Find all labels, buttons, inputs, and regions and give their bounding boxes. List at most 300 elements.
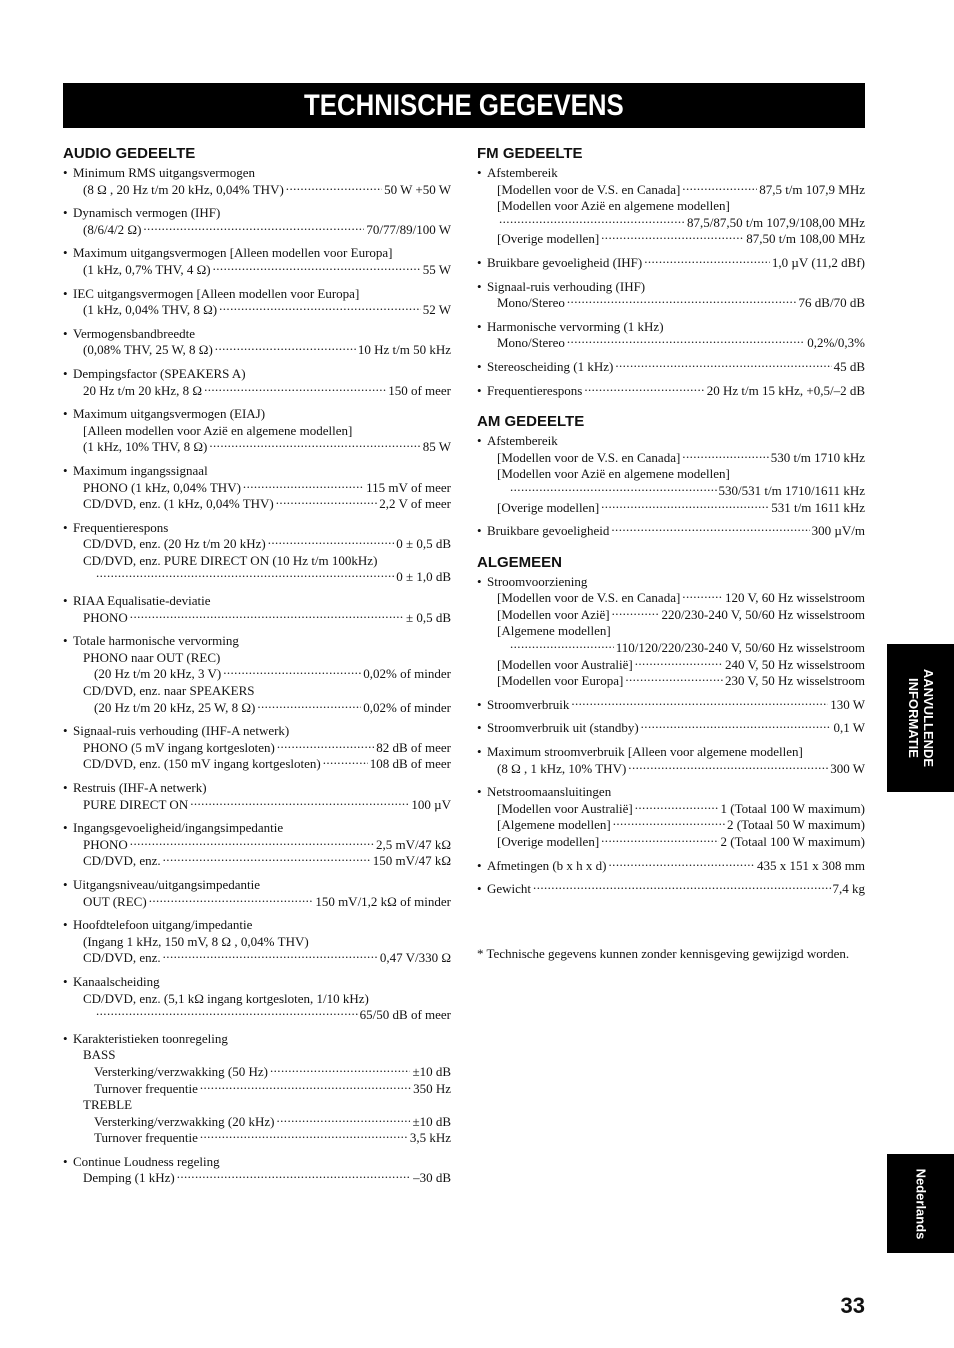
spec-item — [63, 877, 451, 910]
spec-line — [477, 335, 865, 352]
spec-list — [63, 165, 451, 1187]
spec-label: • Maximum uitgangsvermogen (EIAJ) — [73, 406, 266, 422]
spec-line — [63, 182, 451, 199]
spec-line — [63, 165, 451, 182]
spec-line — [63, 245, 451, 262]
spec-label: PHONO (5 mV ingang kortgesloten) — [83, 739, 275, 755]
spec-item — [477, 858, 865, 875]
spec-value: 0 ± 0,5 dB — [396, 536, 451, 552]
spec-line — [63, 917, 451, 934]
spec-line — [63, 205, 451, 222]
dot-leader — [268, 536, 395, 548]
spec-value: 85 W — [422, 439, 451, 455]
spec-value: 240 V, 50 Hz wisselstroom — [725, 656, 865, 672]
spec-line — [477, 215, 865, 232]
dot-leader — [601, 231, 744, 243]
dot-leader — [257, 700, 361, 712]
spec-value: 150 mV/47 kΩ — [372, 853, 451, 869]
dot-leader — [533, 881, 830, 893]
spec-label: Mono/Stereo — [497, 295, 565, 311]
spec-label: CD/DVD, enz. — [83, 853, 161, 869]
spec-label: • Maximum stroomverbruik [Alleen voor algemene modellen] — [487, 744, 803, 760]
spec-value: ±10 dB — [412, 1063, 451, 1079]
page-title: TECHNISCHE GEGEVENS — [304, 88, 624, 122]
spec-value: 230 V, 50 Hz wisselstroom — [725, 673, 865, 689]
dot-leader — [601, 500, 769, 512]
spec-line — [477, 500, 865, 517]
spec-line — [63, 1154, 451, 1171]
dot-leader — [615, 359, 831, 371]
spec-value: 87,50 t/m 108,00 MHz — [746, 231, 865, 247]
dot-leader — [682, 182, 757, 194]
spec-line — [63, 894, 451, 911]
spec-line — [477, 858, 865, 875]
spec-line — [63, 553, 451, 570]
spec-label: [Overige modellen] — [497, 499, 600, 515]
dot-leader — [219, 302, 421, 314]
spec-line — [63, 1114, 451, 1131]
spec-label: Demping (1 kHz) — [83, 1170, 175, 1186]
left-column — [63, 145, 451, 1194]
spec-line — [477, 761, 865, 778]
spec-item — [63, 1031, 451, 1147]
spec-line — [63, 286, 451, 303]
dot-leader — [571, 697, 828, 709]
spec-line — [63, 934, 451, 951]
spec-line — [63, 1007, 451, 1024]
dot-leader — [682, 450, 768, 462]
spec-value: 0,02% of minder — [363, 699, 451, 715]
spec-line — [477, 801, 865, 818]
spec-value: 220/230-240 V, 50/60 Hz wisselstroom — [661, 606, 865, 622]
spec-value: 300 µV/m — [811, 523, 865, 539]
spec-label: • Bruikbare gevoeligheid (IHF) — [487, 254, 643, 270]
spec-list — [477, 165, 865, 399]
spec-line — [477, 881, 865, 898]
spec-item — [63, 723, 451, 773]
spec-label: Turnover frequentie — [94, 1080, 198, 1096]
spec-line — [477, 834, 865, 851]
dot-leader — [609, 858, 756, 870]
spec-label: • Dynamisch vermogen (IHF) — [73, 205, 221, 221]
dot-leader — [270, 1064, 410, 1076]
spec-value: 3,5 kHz — [409, 1130, 451, 1146]
dot-leader — [611, 523, 809, 535]
spec-label: • Maximum ingangssignaal — [73, 462, 208, 478]
spec-value: 2,2 V of meer — [379, 496, 451, 512]
spec-value: 0,47 V/330 Ω — [379, 950, 451, 966]
spec-label: • Stroomverbruik — [487, 696, 570, 712]
spec-line — [477, 574, 865, 591]
spec-line — [63, 342, 451, 359]
spec-line — [477, 673, 865, 690]
spec-label: [Modellen voor de V.S. en Canada] — [497, 449, 681, 465]
spec-line — [63, 1031, 451, 1048]
spec-value: 20 Hz t/m 15 kHz, +0,5/–2 dB — [706, 382, 865, 398]
spec-value: 108 dB of meer — [369, 756, 451, 772]
spec-value: 52 W — [422, 302, 451, 318]
spec-label: PHONO (1 kHz, 0,04% THV) — [83, 479, 241, 495]
dot-leader — [286, 182, 382, 194]
spec-value: 1,0 µV (11,2 dBf) — [771, 254, 865, 270]
spec-label: • Karakteristieken toonregeling — [73, 1030, 228, 1046]
spec-value: 435 x 151 x 308 mm — [757, 857, 865, 873]
spec-label: • Uitgangsniveau/uitgangsimpedantie — [73, 876, 261, 892]
dot-leader — [510, 640, 614, 652]
dot-leader — [510, 483, 717, 495]
spec-value: 530 t/m 1710 kHz — [770, 449, 865, 465]
spec-label: (8/6/4/2 Ω) — [83, 221, 142, 237]
spec-item — [477, 744, 865, 777]
spec-item — [477, 720, 865, 737]
title-bar — [63, 83, 865, 128]
spec-line — [477, 255, 865, 272]
spec-label: • Gewicht — [487, 881, 532, 897]
dot-leader — [177, 1170, 411, 1182]
dot-leader — [277, 1114, 411, 1126]
spec-line — [477, 523, 865, 540]
dot-leader — [190, 797, 409, 809]
dot-leader — [613, 817, 725, 829]
spec-line — [63, 756, 451, 773]
spec-label: • Frequentierespons — [487, 382, 583, 398]
right-column — [477, 145, 865, 905]
spec-line — [63, 650, 451, 667]
dot-leader — [130, 610, 404, 622]
spec-list — [477, 433, 865, 540]
page-number: 33 — [840, 1293, 865, 1318]
spec-value: 0 ± 1,0 dB — [396, 569, 451, 585]
spec-label: CD/DVD, enz. PURE DIRECT ON (10 Hz t/m 100kHz) — [83, 552, 378, 568]
spec-label: CD/DVD, enz. (1 kHz, 0,04% THV) — [83, 496, 274, 512]
spec-label: • Afstembereik — [487, 433, 558, 449]
spec-line — [477, 433, 865, 450]
spec-item — [63, 245, 451, 278]
spec-line — [63, 1097, 451, 1114]
section-heading: FM GEDEELTE — [477, 145, 583, 162]
spec-value: 7,4 kg — [832, 881, 865, 897]
spec-item — [63, 406, 451, 456]
spec-line — [63, 974, 451, 991]
spec-value: 87,5 t/m 107,9 MHz — [759, 181, 865, 197]
spec-item — [63, 974, 451, 1024]
spec-line — [63, 496, 451, 513]
spec-line — [477, 640, 865, 657]
spec-line — [63, 991, 451, 1008]
spec-label: Mono/Stereo — [497, 335, 565, 351]
spec-label: • Kanaalscheiding — [73, 973, 160, 989]
spec-label: Versterking/verzwakking (50 Hz) — [94, 1063, 268, 1079]
spec-label: • Signaal-ruis verhouding (IHF-A netwerk) — [73, 723, 290, 739]
spec-list — [477, 574, 865, 898]
spec-line — [63, 683, 451, 700]
spec-value: 50 W +50 W — [384, 181, 451, 197]
spec-label: (20 Hz t/m 20 kHz, 3 V) — [94, 666, 222, 682]
spec-line — [63, 820, 451, 837]
spec-label: • Netstroomaansluitingen — [487, 784, 612, 800]
spec-label: (1 kHz, 0,7% THV, 4 Ω) — [83, 261, 211, 277]
spec-value: 130 W — [830, 696, 865, 712]
spec-label: PURE DIRECT ON — [83, 796, 189, 812]
spec-line — [63, 423, 451, 440]
spec-value: 45 dB — [833, 358, 865, 374]
spec-item — [63, 780, 451, 813]
spec-label: • Harmonische vervorming (1 kHz) — [487, 318, 664, 334]
spec-label: [Algemene modellen] — [497, 817, 611, 833]
spec-label: • Totale harmonische vervorming — [73, 633, 239, 649]
dot-leader — [163, 853, 371, 865]
dot-leader — [276, 496, 378, 508]
spec-value: 115 mV of meer — [366, 479, 451, 495]
spec-line — [63, 406, 451, 423]
spec-label: Turnover frequentie — [94, 1130, 198, 1146]
dot-leader — [96, 1007, 358, 1019]
spec-value: 150 of meer — [388, 382, 451, 398]
spec-line — [477, 784, 865, 801]
section-heading: AUDIO GEDEELTE — [63, 145, 196, 162]
spec-item — [477, 784, 865, 850]
spec-label: [Modellen voor Azië en algemene modellen] — [497, 198, 730, 214]
spec-label: • Frequentierespons — [73, 519, 169, 535]
spec-line — [477, 817, 865, 834]
spec-item — [477, 881, 865, 898]
dot-leader — [641, 720, 832, 732]
spec-value: 76 dB/70 dB — [798, 295, 865, 311]
side-tab-label: INFORMATIE — [905, 678, 921, 758]
spec-line — [477, 590, 865, 607]
spec-item — [63, 633, 451, 716]
spec-label: CD/DVD, enz. (150 mV ingang kortgesloten) — [83, 756, 321, 772]
spec-label: [Modellen voor de V.S. en Canada] — [497, 590, 681, 606]
spec-line — [477, 182, 865, 199]
spec-value: 2 (Totaal 100 W maximum) — [720, 834, 865, 849]
spec-label: • Afmetingen (b x h x d) — [487, 857, 607, 873]
spec-label: 20 Hz t/m 20 kHz, 8 Ω — [83, 382, 203, 398]
spec-label: [Overige modellen] — [497, 231, 600, 247]
side-tab-label: Nederlands — [913, 1168, 928, 1239]
spec-item — [477, 279, 865, 312]
spec-line — [63, 633, 451, 650]
spec-item — [63, 286, 451, 319]
spec-line — [63, 700, 451, 717]
dot-leader — [163, 950, 378, 962]
spec-line — [63, 326, 451, 343]
spec-value: 531 t/m 1611 kHz — [771, 499, 865, 515]
spec-line — [63, 463, 451, 480]
spec-label: (1 kHz, 10% THV, 8 Ω) — [83, 439, 208, 455]
spec-value: 0,2%/0,3% — [807, 335, 865, 351]
spec-line — [477, 383, 865, 400]
dot-leader — [130, 837, 374, 849]
spec-line — [63, 853, 451, 870]
spec-label: • RIAA Equalisatie-deviatie — [73, 593, 211, 609]
spec-value: 2 (Totaal 50 W maximum) — [727, 817, 865, 833]
spec-label: (20 Hz t/m 20 kHz, 25 W, 8 Ω) — [94, 699, 256, 715]
spec-label: • Restruis (IHF-A netwerk) — [73, 780, 207, 795]
spec-label: PHONO — [83, 609, 128, 625]
spec-line — [63, 366, 451, 383]
spec-value: 0,02% of minder — [363, 666, 451, 682]
spec-label: • Minimum RMS uitgangsvermogen — [73, 165, 255, 180]
dot-leader — [567, 295, 797, 307]
section-heading: ALGEMEEN — [477, 553, 563, 571]
spec-line — [63, 520, 451, 537]
spec-item — [477, 574, 865, 690]
spec-label: PHONO — [83, 836, 128, 852]
spec-label: [Algemene modellen] — [497, 623, 611, 639]
spec-item — [477, 697, 865, 714]
spec-label: [Modellen voor Europa] — [497, 673, 624, 689]
spec-value: 10 Hz t/m 50 kHz — [357, 342, 451, 358]
spec-line — [63, 837, 451, 854]
spec-label: BASS — [83, 1047, 116, 1063]
spec-line — [477, 279, 865, 296]
spec-line — [63, 480, 451, 497]
dot-leader — [682, 590, 723, 602]
spec-label: • Stroomvoorziening — [487, 573, 588, 589]
spec-line — [477, 198, 865, 215]
spec-label: • Continue Loudness regeling — [73, 1153, 220, 1169]
dot-leader — [612, 607, 660, 619]
dot-leader — [635, 801, 719, 813]
spec-label: CD/DVD, enz. (5,1 kΩ ingang kortgesloten, 1/10 kHz) — [83, 990, 369, 1006]
spec-value: ±10 dB — [412, 1113, 451, 1129]
spec-line — [63, 610, 451, 627]
spec-line — [477, 697, 865, 714]
spec-line — [477, 623, 865, 640]
spec-label: (8 Ω , 20 Hz t/m 20 kHz, 0,04% THV) — [83, 181, 284, 197]
spec-line — [477, 295, 865, 312]
spec-line — [63, 740, 451, 757]
spec-line — [63, 1170, 451, 1187]
spec-label: [Modellen voor de V.S. en Canada] — [497, 181, 681, 197]
spec-label: (8 Ω , 1 kHz, 10% THV) — [497, 760, 627, 776]
spec-value: 55 W — [422, 261, 451, 277]
spec-value: 300 W — [830, 760, 865, 776]
spec-label: Versterking/verzwakking (20 kHz) — [94, 1113, 275, 1129]
dot-leader — [223, 666, 361, 678]
spec-value: 87,5/87,50 t/m 107,9/108,00 MHz — [686, 214, 865, 230]
spec-line — [63, 1064, 451, 1081]
dot-leader — [499, 215, 685, 227]
spec-line — [63, 222, 451, 239]
spec-label: • Stroomverbruik uit (standby) — [487, 720, 639, 736]
spec-value: 150 mV/1,2 kΩ of minder — [315, 893, 451, 909]
spec-item — [63, 463, 451, 513]
spec-value: 70/77/89/100 W — [366, 221, 451, 237]
spec-line — [477, 483, 865, 500]
dot-leader — [204, 383, 386, 395]
spec-label: (0,08% THV, 25 W, 8 Ω) — [83, 342, 213, 358]
spec-value: 350 Hz — [413, 1080, 451, 1096]
spec-line — [63, 383, 451, 400]
spec-value: 120 V, 60 Hz wisselstroom — [725, 590, 865, 606]
spec-label: [Alleen modellen voor Azië en algemene modellen] — [83, 422, 353, 438]
spec-line — [477, 607, 865, 624]
spec-line — [63, 666, 451, 683]
spec-item — [477, 523, 865, 540]
side-tab-label: AANVULLENDE — [920, 668, 936, 768]
spec-label: [Modellen voor Australië] — [497, 800, 633, 816]
dot-leader — [625, 673, 723, 685]
spec-value: 110/120/220/230-240 V, 50/60 Hz wisselstroom — [615, 640, 865, 656]
spec-line — [63, 439, 451, 456]
spec-item — [63, 1154, 451, 1187]
spec-line — [63, 950, 451, 967]
spec-line — [63, 877, 451, 894]
spec-item — [477, 165, 865, 248]
dot-leader — [200, 1081, 411, 1093]
spec-item — [477, 319, 865, 352]
spec-value: 82 dB of meer — [376, 739, 451, 755]
spec-line — [63, 569, 451, 586]
dot-leader — [215, 342, 356, 354]
dot-leader — [584, 383, 704, 395]
dot-leader — [635, 657, 723, 669]
spec-item — [63, 593, 451, 626]
spec-label: (1 kHz, 0,04% THV, 8 Ω) — [83, 302, 218, 318]
spec-value: –30 dB — [413, 1170, 451, 1186]
spec-label: CD/DVD, enz. (20 Hz t/m 20 kHz) — [83, 536, 266, 552]
spec-value: 0,1 W — [833, 720, 865, 736]
spec-item — [63, 820, 451, 870]
spec-label: PHONO naar OUT (REC) — [83, 649, 221, 665]
dot-leader — [143, 222, 364, 234]
spec-label: [Modellen voor Azië] — [497, 606, 610, 622]
dot-leader — [200, 1130, 408, 1142]
spec-item — [63, 520, 451, 586]
dot-leader — [628, 761, 828, 773]
dot-leader — [209, 439, 420, 451]
spec-value: 1 (Totaal 100 W maximum) — [720, 800, 865, 816]
spec-line — [477, 744, 865, 761]
spec-item — [63, 205, 451, 238]
spec-label: • Bruikbare gevoeligheid — [487, 523, 610, 539]
spec-line — [477, 319, 865, 336]
spec-label: • Afstembereik — [487, 165, 558, 180]
footnote: * Technische gegevens kunnen zonder kennisgeving gewijzigd worden. — [477, 946, 850, 961]
spec-line — [63, 593, 451, 610]
spec-line — [63, 302, 451, 319]
spec-label: • Vermogensbandbreedte — [73, 325, 196, 341]
spec-item — [63, 917, 451, 967]
spec-label: TREBLE — [83, 1097, 133, 1113]
spec-item — [477, 433, 865, 516]
spec-label: • Ingangsgevoeligheid/ingangsimpedantie — [73, 820, 284, 836]
dot-leader — [149, 894, 314, 906]
dot-leader — [644, 255, 770, 267]
spec-label: • IEC uitgangsvermogen [Alleen modellen voor Europa] — [73, 285, 360, 301]
spec-line — [63, 723, 451, 740]
spec-label: • Dempingsfactor (SPEAKERS A) — [73, 365, 246, 381]
side-tab-aanvullende-informatie — [887, 644, 954, 792]
spec-label: CD/DVD, enz. — [83, 950, 161, 966]
spec-line — [63, 797, 451, 814]
spec-label: (Ingang 1 kHz, 150 mV, 8 Ω , 0,04% THV) — [83, 933, 309, 949]
spec-line — [63, 1130, 451, 1147]
spec-value: 65/50 dB of meer — [359, 1007, 451, 1023]
spec-item — [63, 366, 451, 399]
spec-line — [477, 450, 865, 467]
spec-line — [63, 1081, 451, 1098]
side-tab-nederlands — [887, 1154, 954, 1253]
spec-value: 530/531 t/m 1710/1611 kHz — [718, 482, 865, 498]
section-heading: AM GEDEELTE — [477, 413, 585, 431]
spec-label: • Signaal-ruis verhouding (IHF) — [487, 278, 646, 294]
spec-item — [477, 359, 865, 376]
spec-label: • Hoofdtelefoon uitgang/impedantie — [73, 917, 253, 933]
dot-leader — [567, 335, 805, 347]
